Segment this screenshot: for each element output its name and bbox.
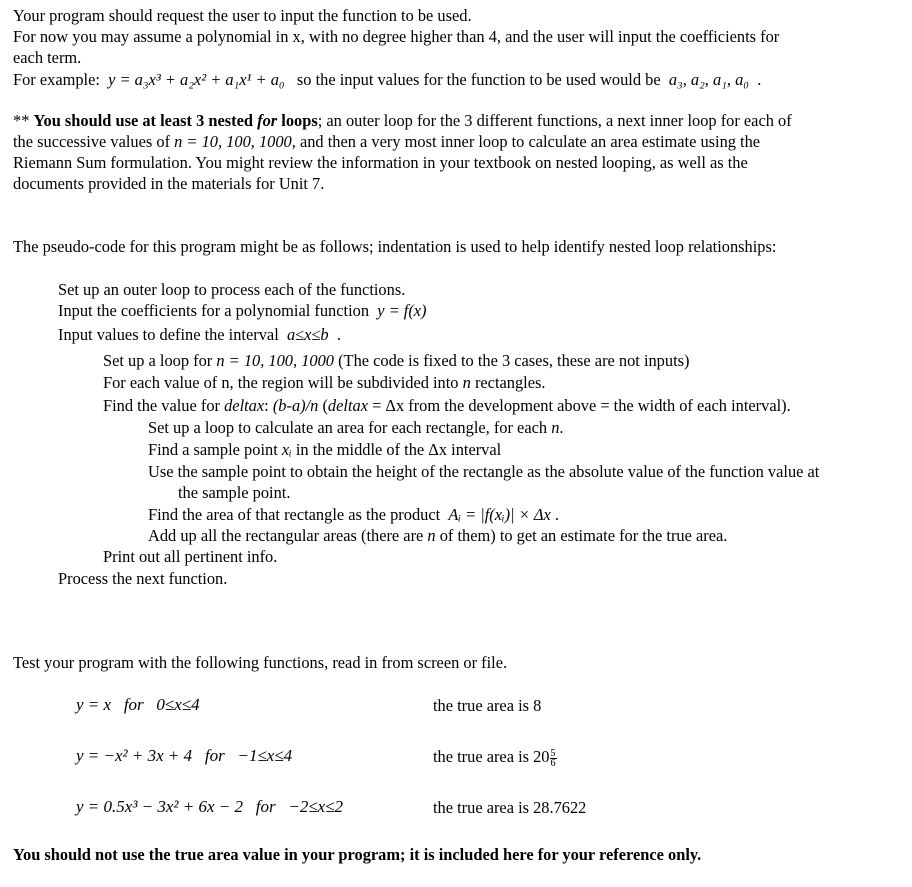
requirement-bold: You should use at least 3 nested for loops bbox=[33, 111, 318, 130]
nested-line-2: the successive values of n = 10, 100, 1000, and then a very most inner loop to calculate an area estimate using the bbox=[13, 132, 761, 151]
test-function-2: y = −x² + 3x + 4 for −1≤x≤4 bbox=[76, 746, 293, 765]
pseudo-line-5: For each value of n, the region will be subdivided into n rectangles. bbox=[103, 373, 546, 392]
pseudo-line-9: Use the sample point to obtain the height of the rectangle as the absolute value of the function value at bbox=[148, 462, 820, 481]
example-formula: y = a₃x³ + a₂x² + a₁x¹ + a₀ bbox=[108, 70, 285, 89]
footer-warning: You should not use the true area value in your program; it is included here for your reference only. bbox=[13, 845, 702, 864]
intro-line-3: each term. bbox=[13, 48, 82, 67]
nested-line-4: documents provided in the materials for Unit 7. bbox=[13, 174, 325, 193]
pseudo-line-12: Add up all the rectangular areas (there are n of them) to get an estimate for the true area. bbox=[148, 526, 728, 545]
nested-line-3: Riemann Sum formulation. You might review the information in your textbook on nested looping, as well as the bbox=[13, 153, 748, 172]
example-text: so the input values for the function to be used would be bbox=[296, 70, 661, 89]
pseudo-line-13: Print out all pertinent info. bbox=[103, 547, 278, 566]
test-area-1: the true area is 8 bbox=[433, 696, 542, 715]
pseudo-line-11: Find the area of that rectangle as the product Aᵢ = |f(xᵢ)| × Δx . bbox=[148, 505, 559, 524]
intro-line-2: For now you may assume a polynomial in x, with no degree higher than 4, and the user will input the coefficients for bbox=[13, 27, 780, 46]
pseudo-line-4: Set up a loop for n = 10, 100, 1000 (The code is fixed to the 3 cases, these are not inputs) bbox=[103, 351, 690, 370]
fraction-five-sixths: $\frac{5}{6}$ bbox=[550, 747, 556, 769]
example-coefficients: a₃, a₂, a₁, a₀ bbox=[668, 70, 749, 89]
pseudo-line-3: Input values to define the interval a≤x≤b . bbox=[58, 325, 341, 344]
test-function-3: y = 0.5x³ − 3x² + 6x − 2 for −2≤x≤2 bbox=[76, 797, 344, 816]
intro-line-1: Your program should request the user to input the function to be used. bbox=[13, 6, 472, 25]
test-area-2: the true area is 20 $\frac{5}{6}$ bbox=[433, 747, 556, 769]
pseudo-line-10: the sample point. bbox=[178, 483, 291, 502]
nested-line-1: ** You should use at least 3 nested for loops; an outer loop for the 3 different functions, a next inner loop for each of bbox=[13, 111, 792, 130]
example-end: . bbox=[757, 70, 762, 89]
pseudo-line-1: Set up an outer loop to process each of the functions. bbox=[58, 280, 406, 299]
pseudo-line-6: Find the value for deltax: (b-a)/n (deltax = Δx from the development above = the width of each interval). bbox=[103, 396, 791, 415]
pseudo-intro: The pseudo-code for this program might be as follows; indentation is used to help identify nested loop relationships: bbox=[13, 237, 777, 256]
example-line bbox=[13, 69, 761, 90]
pseudo-line-7: Set up a loop to calculate an area for each rectangle, for each n. bbox=[148, 418, 564, 437]
pseudo-line-14: Process the next function. bbox=[58, 569, 228, 588]
test-area-3: the true area is 28.7622 bbox=[433, 798, 587, 817]
example-label: For example: bbox=[13, 70, 100, 89]
pseudo-line-8: Find a sample point xᵢ in the middle of the Δx interval bbox=[148, 440, 502, 459]
pseudo-line-2: Input the coefficients for a polynomial function y = f(x) bbox=[58, 301, 427, 320]
test-intro: Test your program with the following functions, read in from screen or file. bbox=[13, 653, 508, 672]
stars: ** bbox=[13, 111, 30, 130]
test-function-1: y = x for 0≤x≤4 bbox=[76, 695, 200, 714]
